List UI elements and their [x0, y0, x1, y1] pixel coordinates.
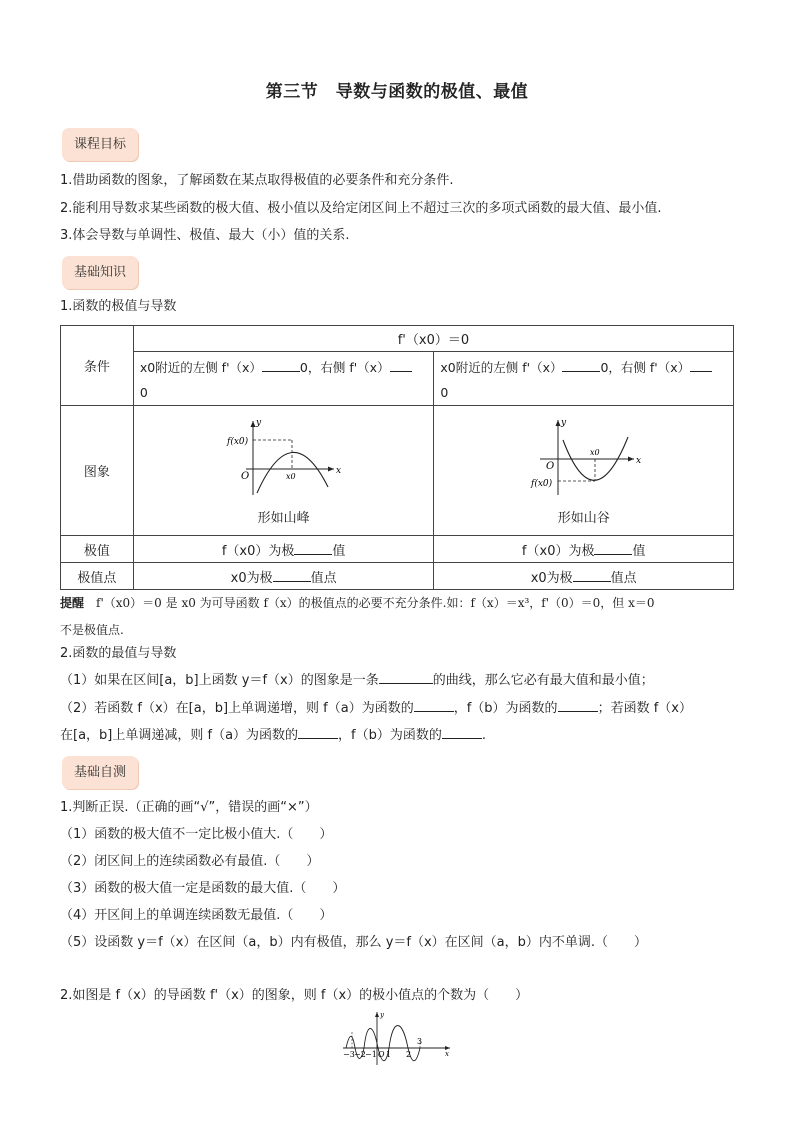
- answer-blank: [562, 360, 600, 372]
- condition-text: 0: [139, 385, 148, 400]
- tick-label: 1: [386, 1050, 392, 1059]
- fx0-label: f(x0): [226, 437, 248, 447]
- peak-graph-cell: [133, 406, 434, 536]
- valley-graph-cell: [434, 406, 734, 536]
- question-title: 2.如图是 f（x）的导函数 f'（x）的图象，则 f（x）的极小值点的个数为（ ）: [60, 988, 529, 1003]
- question-item: （5）设函数 y＝f（x）在区间（a，b）内有极值，那么 y＝f（x）在区间（a，b）内不单调.（ ）: [60, 935, 648, 950]
- question-item: （3）函数的极大值一定是函数的最大值.（ ）: [60, 881, 346, 896]
- condition-text: 附近的左侧 f'（x）: [455, 360, 563, 375]
- note-label: 提醒: [60, 596, 85, 610]
- answer-blank: [414, 700, 454, 712]
- valley-caption: 形如山谷: [557, 511, 610, 526]
- answer-blank: [558, 700, 598, 712]
- y-axis-label: y: [255, 418, 261, 428]
- x-axis-label: x: [445, 1050, 449, 1058]
- question-item: （2）闭区间上的连续函数必有最值.（ ）: [60, 854, 320, 869]
- origin-label: O: [240, 471, 249, 482]
- point-text: x0为极: [230, 570, 273, 586]
- condition-right: [434, 352, 734, 406]
- row-label-extreme: 极值: [61, 536, 134, 563]
- question-title: 1.判断正误.（正确的画“√”，错误的画“×”）: [60, 800, 318, 815]
- extreme-value-table: [60, 325, 734, 590]
- knowledge-text: ，f（b）为函数的: [453, 701, 558, 716]
- x-axis-label: x: [635, 456, 641, 466]
- x0-label: x0: [589, 448, 600, 457]
- point-text: x0为极: [530, 570, 573, 586]
- derivative-graph: [340, 1010, 455, 1066]
- answer-blank: [594, 543, 632, 555]
- extreme-text: 值: [632, 543, 646, 559]
- answer-blank: [690, 360, 712, 372]
- knowledge-text: （2）若函数 f（x）在[a，b]上单调递增，则 f（a）为函数的: [60, 701, 414, 716]
- question-item: （4）开区间上的单调连续函数无最值.（ ）: [60, 908, 333, 923]
- knowledge-text: （1）如果在区间[a，b]上函数 y＝f（x）的图象是一条: [60, 673, 379, 688]
- condition-left: [133, 352, 434, 406]
- knowledge-title: 2.函数的最值与导数: [60, 646, 177, 661]
- goal-item: 3.体会导数与单调性、极值、最大（小）值的关系.: [60, 228, 350, 243]
- origin-label: O: [545, 461, 554, 472]
- point-text: 值点: [310, 570, 337, 586]
- point-left: [133, 563, 434, 590]
- row-label-condition: 条件: [61, 326, 134, 406]
- header-text: f'（x0）＝0: [397, 333, 470, 348]
- x-axis-label: x: [335, 466, 341, 476]
- valley-graph: [524, 417, 644, 497]
- point-right: [434, 563, 734, 590]
- section-tag-selftest: 基础自测: [62, 756, 138, 789]
- tick-label: 2: [406, 1050, 412, 1059]
- answer-blank: [273, 570, 311, 582]
- answer-blank: [379, 672, 433, 684]
- peak-caption: 形如山峰: [257, 511, 310, 526]
- knowledge-text: .: [481, 728, 487, 743]
- tick-label: −2: [354, 1050, 366, 1059]
- tick-label: −1: [365, 1050, 377, 1059]
- knowledge-line: [60, 727, 486, 745]
- knowledge-text: 的曲线，那么它必有最大值和最小值；: [432, 673, 654, 688]
- extreme-right: [434, 536, 734, 563]
- row-label-point: 极值点: [61, 563, 134, 590]
- condition-text: 0，右侧 f'（x）: [600, 360, 691, 375]
- extreme-text: 值: [332, 543, 346, 559]
- goal-item: 2.能利用导数求某些函数的极大值、极小值以及给定闭区间上不超过三次的多项式函数的最大值、最小值.: [60, 201, 662, 216]
- knowledge-title: 1.函数的极值与导数: [60, 299, 177, 314]
- extreme-text: f（x0）为极: [221, 543, 295, 559]
- knowledge-text: ，f（b）为函数的: [338, 728, 442, 743]
- knowledge-line: [60, 672, 654, 690]
- table-header-derivative-zero: [133, 326, 733, 352]
- row-label-graph: 图象: [61, 406, 134, 536]
- answer-blank: [442, 727, 482, 739]
- tick-label: 3: [417, 1037, 423, 1046]
- tick-label: O: [378, 1050, 385, 1059]
- page-title: 第三节 导数与函数的极值、最值: [265, 82, 529, 102]
- answer-blank: [298, 727, 338, 739]
- fx0-label: f(x0): [530, 479, 552, 489]
- reminder-note: [60, 590, 740, 644]
- y-axis-label: y: [380, 1011, 384, 1019]
- answer-blank: [390, 360, 412, 372]
- extreme-text: f（x0）为极: [521, 543, 595, 559]
- section-tag-goals: 课程目标: [62, 128, 138, 161]
- note-text: f'（x0）＝0 是 x0 为可导函数 f（x）的极值点的必要不充分条件.如：f（x）＝x³，f'（0）＝0，但 x＝0: [96, 596, 655, 610]
- note-text: 不是极值点.: [60, 623, 124, 637]
- condition-text: 0: [440, 385, 449, 400]
- question-item: （1）函数的极大值不一定比极小值大.（ ）: [60, 827, 333, 842]
- x0-label: x0: [285, 472, 296, 481]
- point-text: 值点: [610, 570, 637, 586]
- condition-text: 附近的左侧 f'（x）: [155, 360, 262, 375]
- goal-item: 1.借助函数的图象，了解函数在某点取得极值的必要条件和充分条件.: [60, 173, 454, 188]
- peak-graph: [224, 417, 344, 497]
- section-tag-basic: 基础知识: [62, 256, 138, 289]
- y-axis-label: y: [560, 418, 566, 428]
- tick-label: −3: [343, 1050, 355, 1059]
- x0-text: x0: [440, 360, 456, 375]
- knowledge-line: [60, 700, 692, 718]
- condition-text: 0，右侧 f'（x）: [299, 360, 390, 375]
- answer-blank: [573, 570, 611, 582]
- x0-text: x0: [139, 360, 156, 375]
- knowledge-text: ；若函数 f（x）: [597, 701, 692, 716]
- answer-blank: [294, 543, 332, 555]
- answer-blank: [262, 360, 300, 372]
- knowledge-text: 在[a，b]上单调递减，则 f（a）为函数的: [60, 728, 299, 743]
- extreme-left: [133, 536, 434, 563]
